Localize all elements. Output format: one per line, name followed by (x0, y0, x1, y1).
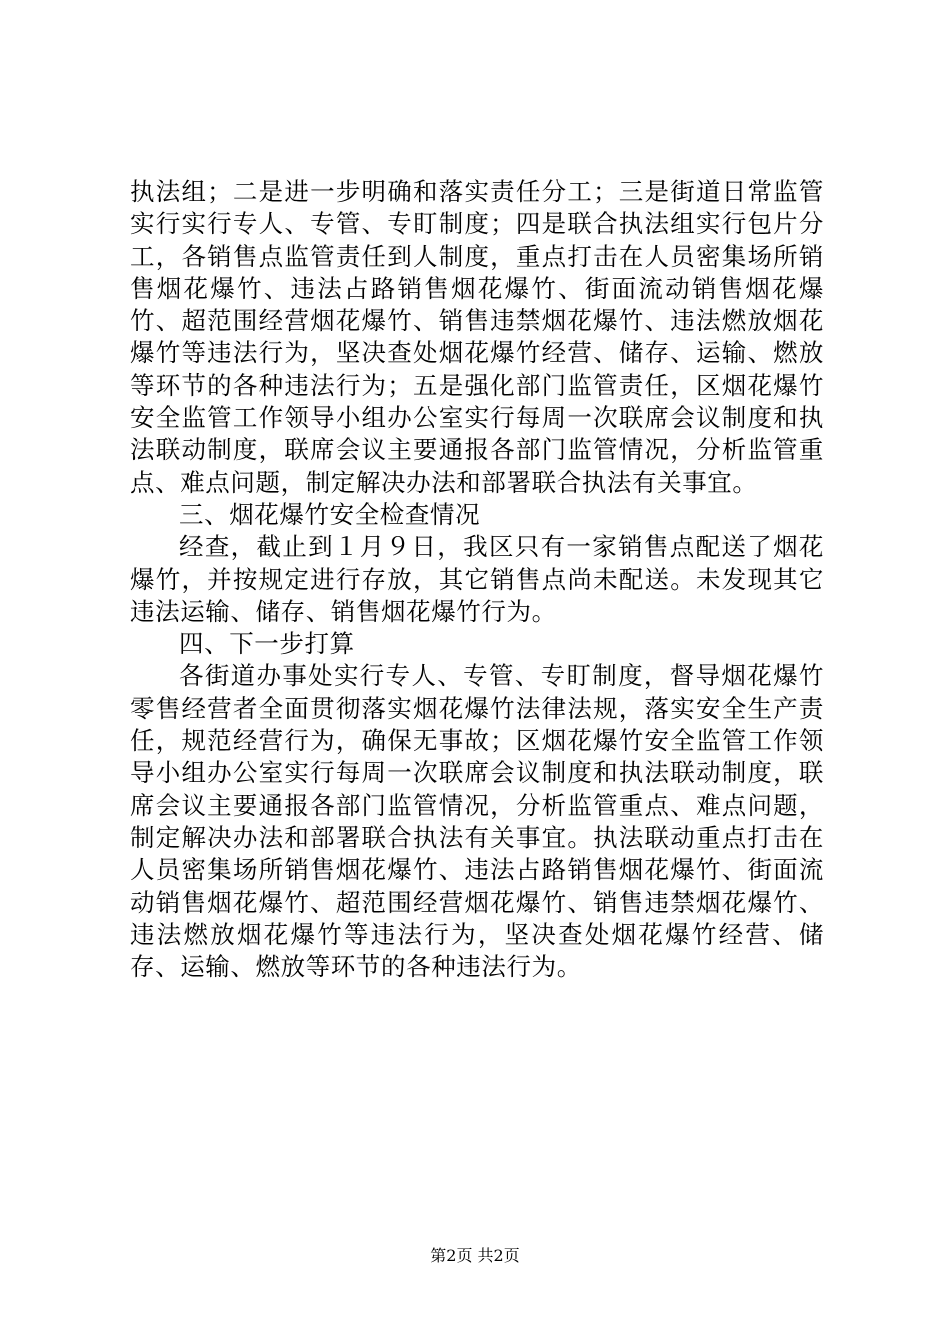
paragraph-inspection-result: 经查，截止到１月９日，我区只有一家销售点配送了烟花爆竹，并按规定进行存放，其它销售点尚未配送。未发现其它违法运输、储存、销售烟花爆竹行为。 (130, 532, 824, 626)
paragraph-next-steps: 各街道办事处实行专人、专管、专盯制度，督导烟花爆竹零售经营者全面贯彻落实烟花爆竹法律法规，落实安全生产责任，规范经营行为，确保无事故；区烟花爆竹安全监管工作领导小组办公室实行每周一次联席会议制度和执法联动制度，联席会议主要通报各部门监管情况，分析监管重点、难点问题，制定解决办法和部署联合执法有关事宜。执法联动重点打击在人员密集场所销售烟花爆竹、违法占路销售烟花爆竹、街面流动销售烟花爆竹、超范围经营烟花爆竹、销售违禁烟花爆竹、违法燃放烟花爆竹等违法行为，坚决查处烟花爆竹经营、储存、运输、燃放等环节的各种违法行为。 (130, 661, 824, 982)
paragraph-duties-continued: 执法组；二是进一步明确和落实责任分工；三是街道日常监管实行实行专人、专管、专盯制度；四是联合执法组实行包片分工，各销售点监管责任到人制度，重点打击在人员密集场所销售烟花爆竹、违法占路销售烟花爆竹、街面流动销售烟花爆竹、超范围经营烟花爆竹、销售违禁烟花爆竹、违法燃放烟花爆竹等违法行为，坚决查处烟花爆竹经营、储存、运输、燃放等环节的各种违法行为；五是强化部门监管责任，区烟花爆竹安全监管工作领导小组办公室实行每周一次联席会议制度和执法联动制度，联席会议主要通报各部门监管情况，分析监管重点、难点问题，制定解决办法和部署联合执法有关事宜。 (130, 177, 824, 497)
page-footer (0, 1246, 950, 1266)
page-number-label: 第2页 共2页 (430, 1246, 520, 1265)
section-heading-inspection: 三、烟花爆竹安全检查情况 (179, 499, 481, 529)
section-heading-next-steps: 四、下一步打算 (179, 629, 355, 659)
document-body (130, 176, 824, 983)
